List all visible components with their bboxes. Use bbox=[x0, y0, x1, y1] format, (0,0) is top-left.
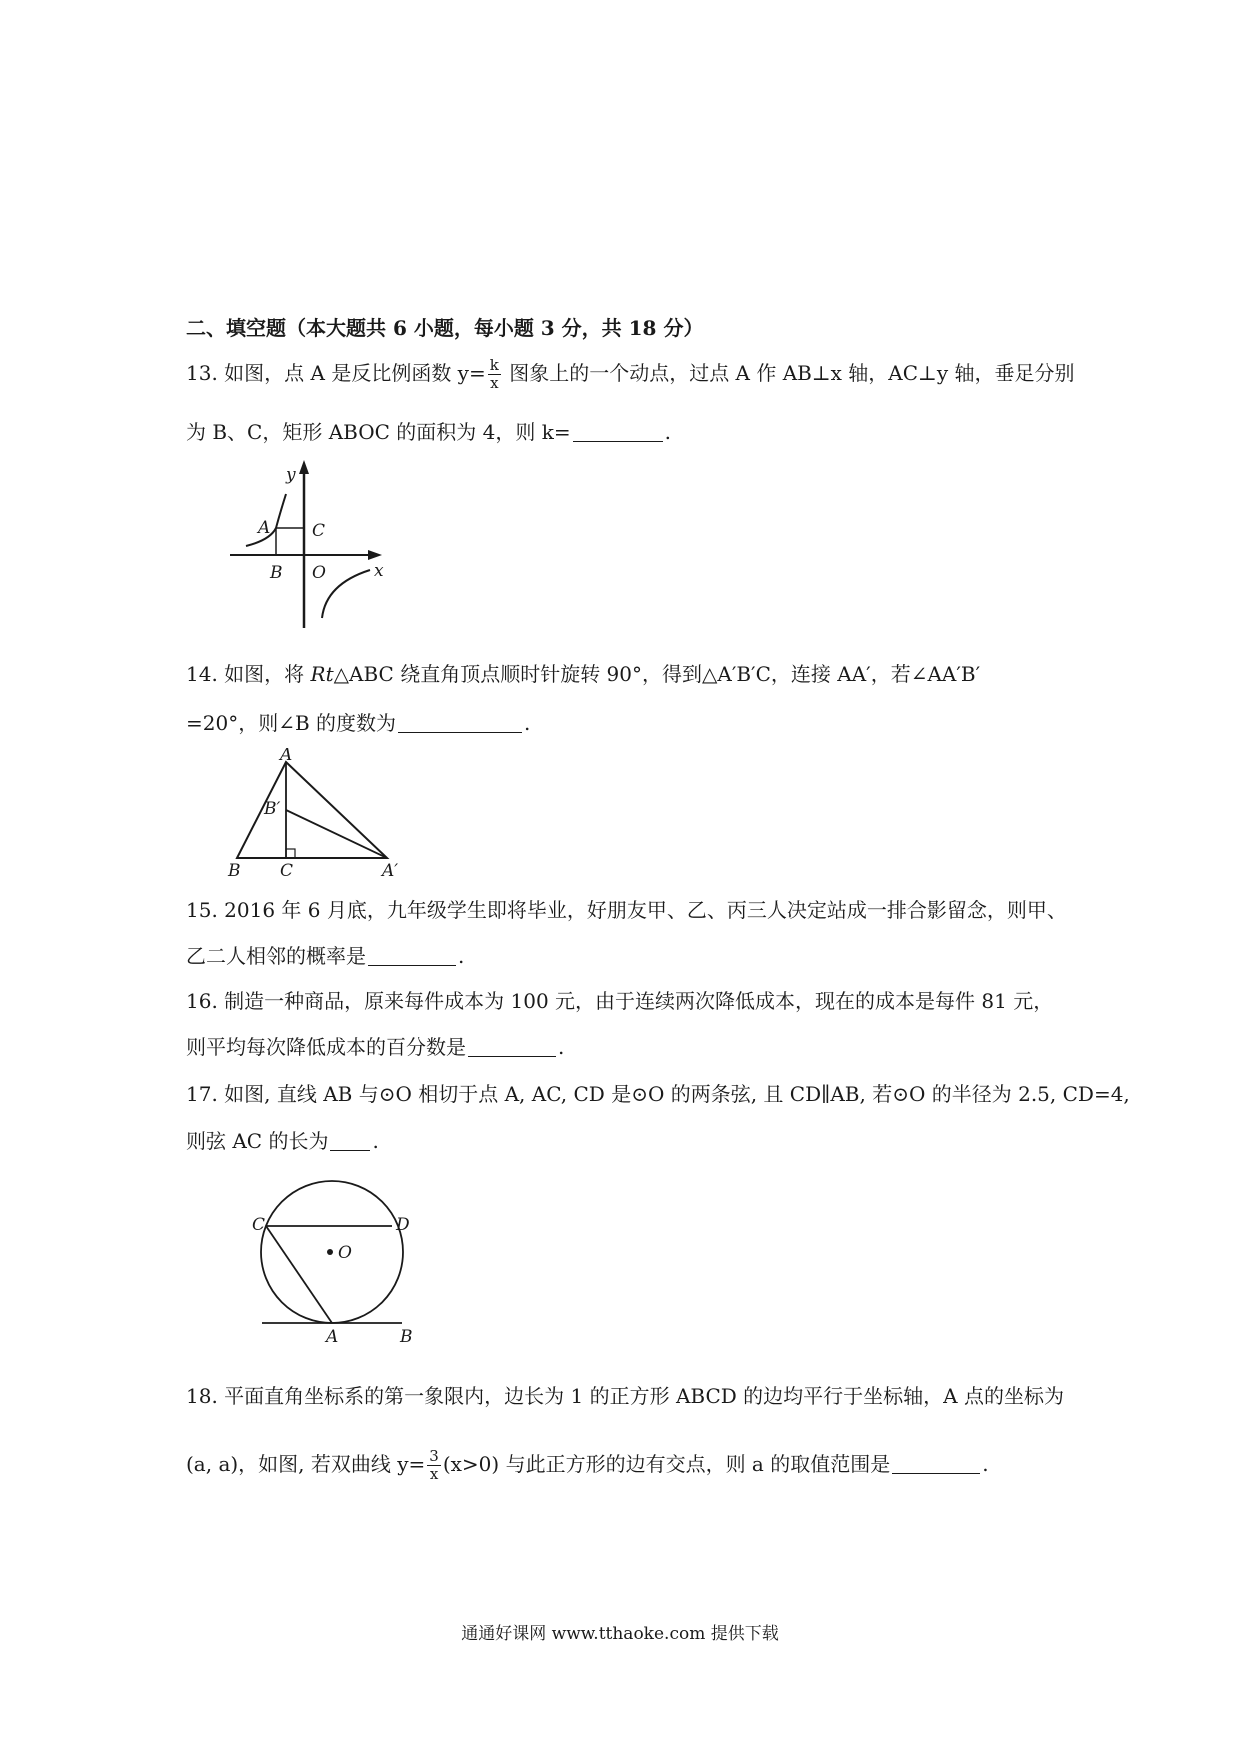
q18-text-a: 平面直角坐标系的第一象限内，边长为 1 的正方形 ABCD 的边均平行于坐标轴，A 点的坐标为 bbox=[217, 1384, 1064, 1408]
q14-answer-blank bbox=[398, 712, 522, 733]
question-13-number: 13. bbox=[186, 361, 218, 385]
q14-label-b-prime: B′ bbox=[264, 799, 281, 819]
q18-fraction bbox=[427, 1448, 441, 1483]
q14-label-c: C bbox=[280, 861, 294, 878]
question-16-line-2 bbox=[186, 1033, 564, 1061]
question-18-line-1 bbox=[186, 1382, 1064, 1410]
q17-label-b: B bbox=[400, 1327, 413, 1347]
q14-label-a: A bbox=[280, 748, 293, 765]
q13-period: . bbox=[664, 420, 671, 444]
q13-label-a: A bbox=[258, 518, 271, 538]
question-13-line-1 bbox=[186, 357, 1075, 392]
question-18-number: 18. bbox=[186, 1384, 218, 1408]
q18-text-c: (x>0) 与此正方形的边有交点，则 a 的取值范围是 bbox=[442, 1452, 891, 1476]
q14-label-b: B bbox=[228, 861, 241, 878]
q18-fraction-numerator: 3 bbox=[429, 1447, 439, 1465]
q15-answer-blank bbox=[368, 945, 456, 966]
q17-answer-blank bbox=[330, 1130, 370, 1151]
question-17-line-1: 17. 如图, 直线 AB 与⊙O 相切于点 A, AC, CD 是⊙O 的两条弦, 且 CD∥AB, 若⊙O 的半径为 2.5, CD=4, bbox=[186, 1082, 1130, 1106]
q16-answer-blank bbox=[468, 1036, 556, 1057]
section-heading: 二、填空题（本大题共 6 小题，每小题 3 分，共 18 分） bbox=[186, 316, 704, 340]
question-13-line-2 bbox=[186, 418, 671, 446]
q17-label-a: A bbox=[326, 1327, 339, 1347]
question-18-line-2 bbox=[186, 1448, 989, 1483]
q14-text-b: △ABC 绕直角顶点顺时针旋转 90°，得到△A′B′C，连接 AA′，若∠AA′B′ bbox=[333, 662, 981, 686]
q14-rt: Rt bbox=[310, 662, 334, 686]
q13-label-x: x bbox=[374, 561, 384, 581]
q14-period: . bbox=[524, 711, 531, 735]
q13-label-c: C bbox=[312, 521, 326, 541]
q18-fraction-denominator: x bbox=[429, 1465, 439, 1483]
q13-fraction-numerator: k bbox=[489, 356, 499, 374]
question-17-line-2 bbox=[186, 1127, 379, 1155]
q14-figure bbox=[222, 748, 422, 878]
q16-period: . bbox=[558, 1035, 565, 1059]
q17-figure bbox=[252, 1162, 452, 1352]
question-15-line-2 bbox=[186, 942, 464, 970]
q13-text-c: 为 B、C，矩形 ABOC 的面积为 4，则 k= bbox=[186, 420, 571, 444]
q16-text-b: 则平均每次降低成本的百分数是 bbox=[186, 1035, 466, 1059]
q13-label-o: O bbox=[312, 563, 326, 583]
q18-text-b: (a, a)，如图, 若双曲线 y= bbox=[186, 1452, 426, 1476]
q14-label-a-prime: A′ bbox=[382, 861, 399, 878]
q17-label-o: O bbox=[338, 1243, 352, 1263]
question-16-line-1: 16. 制造一种商品，原来每件成本为 100 元，由于连续两次降低成本，现在的成本是每件 81 元， bbox=[186, 989, 1054, 1013]
q17-text-b: 则弦 AC 的长为 bbox=[186, 1129, 329, 1153]
q15-period: . bbox=[458, 944, 465, 968]
q13-label-b: B bbox=[270, 563, 283, 583]
q13-figure bbox=[222, 458, 402, 638]
q13-fraction-denominator: x bbox=[490, 374, 499, 392]
q17-label-d: D bbox=[396, 1215, 410, 1235]
q14-text-c: =20°，则∠B 的度数为 bbox=[186, 711, 397, 735]
q13-label-y: y bbox=[286, 465, 296, 485]
question-14-line-2 bbox=[186, 709, 530, 737]
page-footer: 通通好课网 www.tthaoke.com 提供下载 bbox=[461, 1624, 779, 1644]
q13-text-b: 图象上的一个动点，过点 A 作 AB⊥x 轴，AC⊥y 轴，垂足分别 bbox=[502, 361, 1075, 385]
question-14-line-1 bbox=[186, 660, 980, 688]
q13-answer-blank bbox=[573, 421, 663, 442]
q13-text-a: 如图，点 A 是反比例函数 y= bbox=[217, 361, 486, 385]
q13-fraction bbox=[488, 357, 501, 392]
question-15-line-1: 15. 2016 年 6 月底，九年级学生即将毕业，好朋友甲、乙、丙三人决定站成一排合影留念，则甲、 bbox=[186, 898, 1067, 922]
q15-text-b: 乙二人相邻的概率是 bbox=[186, 944, 366, 968]
q14-text-a: 14. 如图，将 bbox=[186, 662, 311, 686]
q18-period: . bbox=[982, 1452, 989, 1476]
q17-period: . bbox=[372, 1129, 379, 1153]
q18-answer-blank bbox=[892, 1453, 980, 1474]
q17-label-c: C bbox=[252, 1215, 266, 1235]
